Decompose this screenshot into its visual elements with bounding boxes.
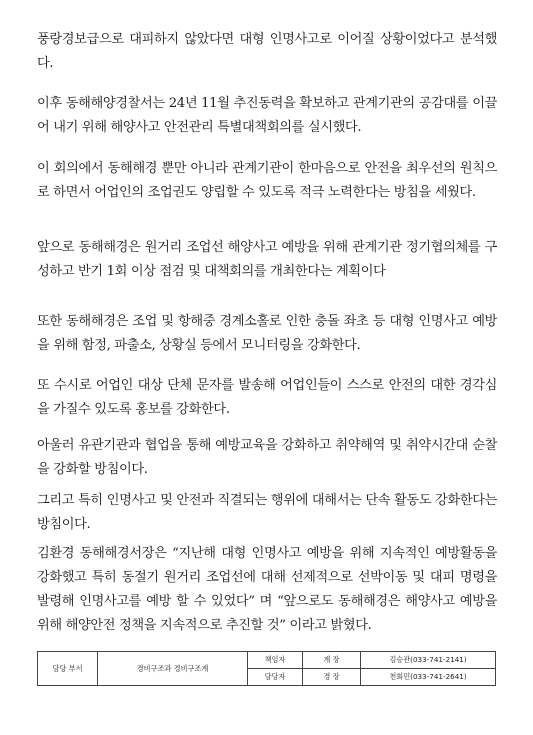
dept-value-cell: 경비구조과 경비구조계 xyxy=(98,652,248,686)
dept-label-cell: 담당 부서 xyxy=(38,652,98,686)
body-paragraph: 이후 동해해양경찰서는 24년 11월 추진동력을 확보하고 관계기관의 공감대를 이끌어 내기 위해 해양사고 안전관리 특별대책회의를 실시했다. xyxy=(37,96,497,135)
responsible-label-cell: 책임자 xyxy=(248,652,303,669)
body-paragraph: 풍랑경보급으로 대피하지 않았다면 대형 인명사고로 이어질 상황이었다고 분석했다. xyxy=(37,32,497,71)
contact-table xyxy=(37,651,496,686)
contact-contact-cell: 천회민(033-741-2641) xyxy=(361,669,496,686)
body-paragraph: 아울러 유관기관과 협업을 통해 예방교육을 강화하고 취약해역 및 취약시간대 순찰을 강화할 방침이다. xyxy=(37,438,497,477)
body-paragraph: 그리고 특히 인명사고 및 안전과 직결되는 행위에 대해서는 단속 활동도 강화한다는 방침이다. xyxy=(37,493,497,532)
chief-quote-paragraph: 김환경 동해해경서장은 “지난해 대형 인명사고 예방을 위해 지속적인 예방활동을 강화했고 특히 동절기 원거리 조업선에 대해 선제적으로 선박이동 및 대피 명령을 발령해 인명사고를 예방 할 수 있었다” 며 “앞으로도 동해해경은 해양사고 예방을 위해 해양안전 정책을 지속적으로 추진할 것” 이라고 밝혔다. xyxy=(37,546,497,633)
body-paragraph: 이 회의에서 동해해경 뿐만 아니라 관계기관이 한마음으로 안전을 최우선의 원칙으로 하면서 어업인의 조업권도 양립할 수 있도록 적극 노력한다는 방침을 세웠다. xyxy=(37,161,497,200)
responsible-contact-cell: 김승관(033-741-2141) xyxy=(361,652,496,669)
contact-title-cell: 경 장 xyxy=(303,669,361,686)
body-paragraph: 또 수시로 어업인 대상 단체 문자를 발송해 어업인들이 스스로 안전의 대한 경각심을 가질수 있도록 홍보를 강화한다. xyxy=(37,378,497,417)
body-paragraph: 또한 동해해경은 조업 및 항해중 경계소홀로 인한 충돌 좌초 등 대형 인명사고 예방을 위해 함정, 파출소, 상황실 등에서 모니터링을 강화한다. xyxy=(37,314,497,353)
contact-row-responsible xyxy=(38,652,496,669)
responsible-title-cell: 계 장 xyxy=(303,652,361,669)
body-paragraph: 앞으로 동해해경은 원거리 조업선 해양사고 예방을 위해 관계기관 정기협의체를 구성하고 반기 1회 이상 점검 및 대책회의를 개최한다는 계획이다 xyxy=(37,240,497,279)
contact-label-cell: 담당자 xyxy=(248,669,303,686)
